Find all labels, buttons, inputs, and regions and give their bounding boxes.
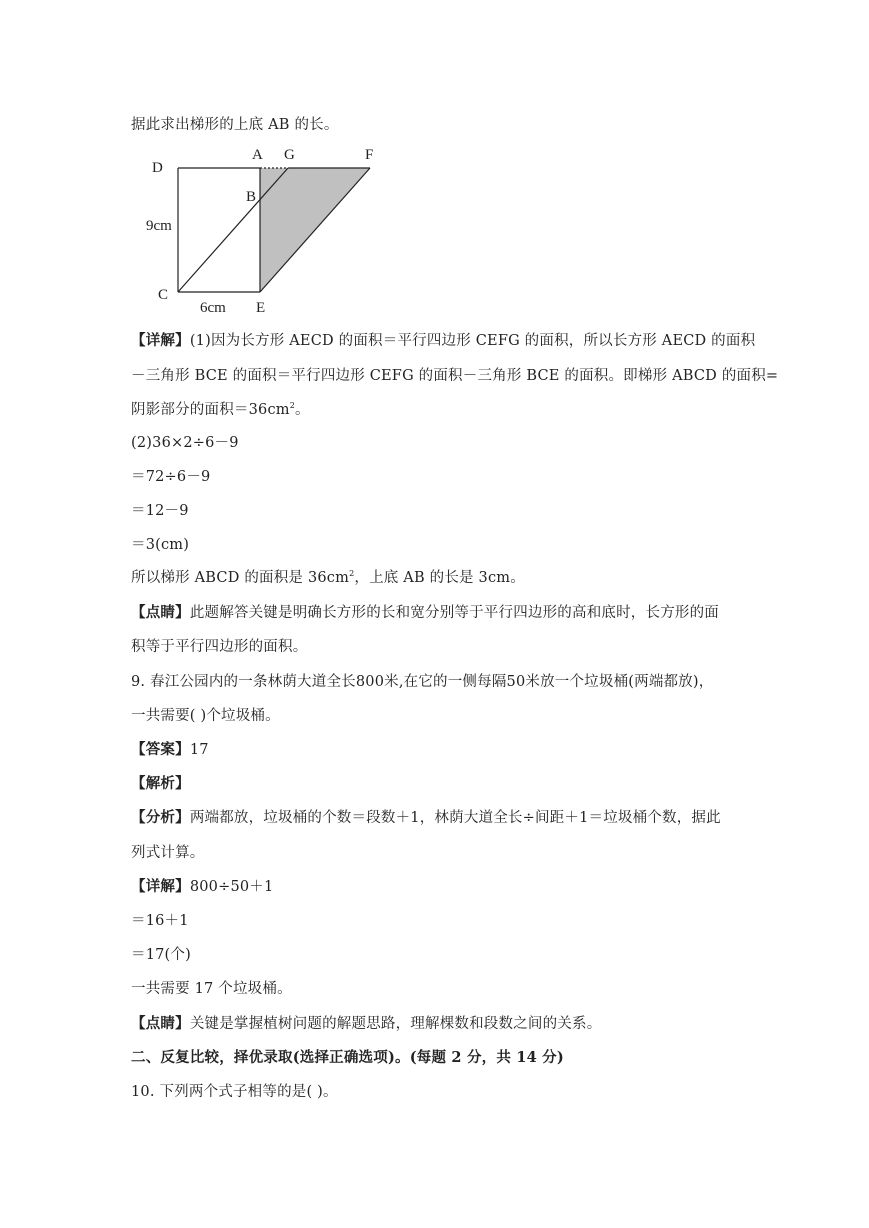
text-line: (2)36×2÷6－9: [131, 435, 239, 451]
label-g: G: [284, 147, 295, 163]
text-line: [131, 601, 719, 622]
text-line: [131, 806, 721, 827]
label-f: F: [365, 147, 374, 163]
text-line: 列式计算。: [131, 845, 205, 861]
text-line: [131, 875, 273, 896]
line-text: 两端都放，垃圾桶的个数＝段数＋1，林荫大道全长÷间距＋1＝垃圾桶个数，据此: [189, 810, 721, 826]
section-tag: 【点睛】: [131, 1015, 190, 1032]
section-tag: 【分析】: [131, 809, 190, 826]
label-b: B: [246, 189, 257, 205]
line-text: 此题解答关键是明确长方形的长和宽分别等于平行四边形的高和底时，长方形的面: [189, 605, 720, 621]
line-text: 800÷50＋1: [189, 879, 274, 895]
text-line: [131, 329, 755, 350]
label-e: E: [256, 300, 266, 316]
text-line: [131, 772, 190, 793]
text-line: ＝72÷6－9: [131, 469, 211, 485]
superscript: 2: [349, 569, 355, 579]
answer-value: 17: [189, 742, 209, 758]
label-side: 9cm: [146, 218, 172, 234]
text-line: [131, 398, 310, 419]
text-line: ＝17(个): [131, 947, 191, 963]
line-text: 阴影部分的面积＝36cm: [131, 402, 290, 418]
section-tag: 【解析】: [131, 775, 190, 792]
text-line: 一共需要 17 个垃圾桶。: [131, 981, 292, 997]
text-line: ＝3(cm): [131, 537, 190, 553]
line-text: ，上底 AB 的长是 3cm。: [354, 570, 525, 586]
text-line: 据此求出梯形的上底 AB 的长。: [131, 117, 339, 133]
question-9: 9. 春江公园内的一条林荫大道全长800米,在它的一侧每隔50米放一个垃圾桶(两端都放)，: [131, 674, 714, 690]
label-a: A: [252, 147, 263, 163]
question-10: 10. 下列两个式子相等的是( )。: [131, 1084, 338, 1100]
section-tag: 【详解】: [131, 332, 190, 349]
section-tag: 【点睛】: [131, 604, 190, 621]
text-line: [131, 738, 209, 759]
section-heading: 二、反复比较，择优录取(选择正确选项)。(每题 2 分，共 14 分): [131, 1049, 564, 1066]
label-c: C: [158, 287, 169, 303]
text-line: [131, 566, 525, 587]
text-line: [131, 1012, 601, 1033]
text-line: 一共需要( )个垃圾桶。: [131, 708, 280, 724]
text-line: －三角形 BCE 的面积＝平行四边形 CEFG 的面积－三角形 BCE 的面积。即梯形 ABCD 的面积=: [131, 368, 779, 384]
text-line: ＝16＋1: [131, 913, 189, 929]
geometry-figure: [130, 138, 400, 318]
line-text: 关键是掌握植树问题的解题思路，理解棵数和段数之间的关系。: [189, 1016, 602, 1032]
line-text: (1)因为长方形 AECD 的面积＝平行四边形 CEFG 的面积，所以长方形 AECD 的面积: [189, 333, 756, 349]
superscript: 2: [289, 401, 296, 411]
line-text: 。: [295, 402, 310, 418]
line-text: 所以梯形 ABCD 的面积是 36cm: [131, 570, 350, 586]
label-d: D: [152, 160, 163, 176]
section-tag: 【详解】: [131, 878, 190, 895]
label-bottom: 6cm: [200, 300, 226, 316]
text-line: ＝12－9: [131, 503, 189, 519]
text-line: 积等于平行四边形的面积。: [131, 639, 308, 655]
section-tag: 【答案】: [131, 741, 190, 758]
